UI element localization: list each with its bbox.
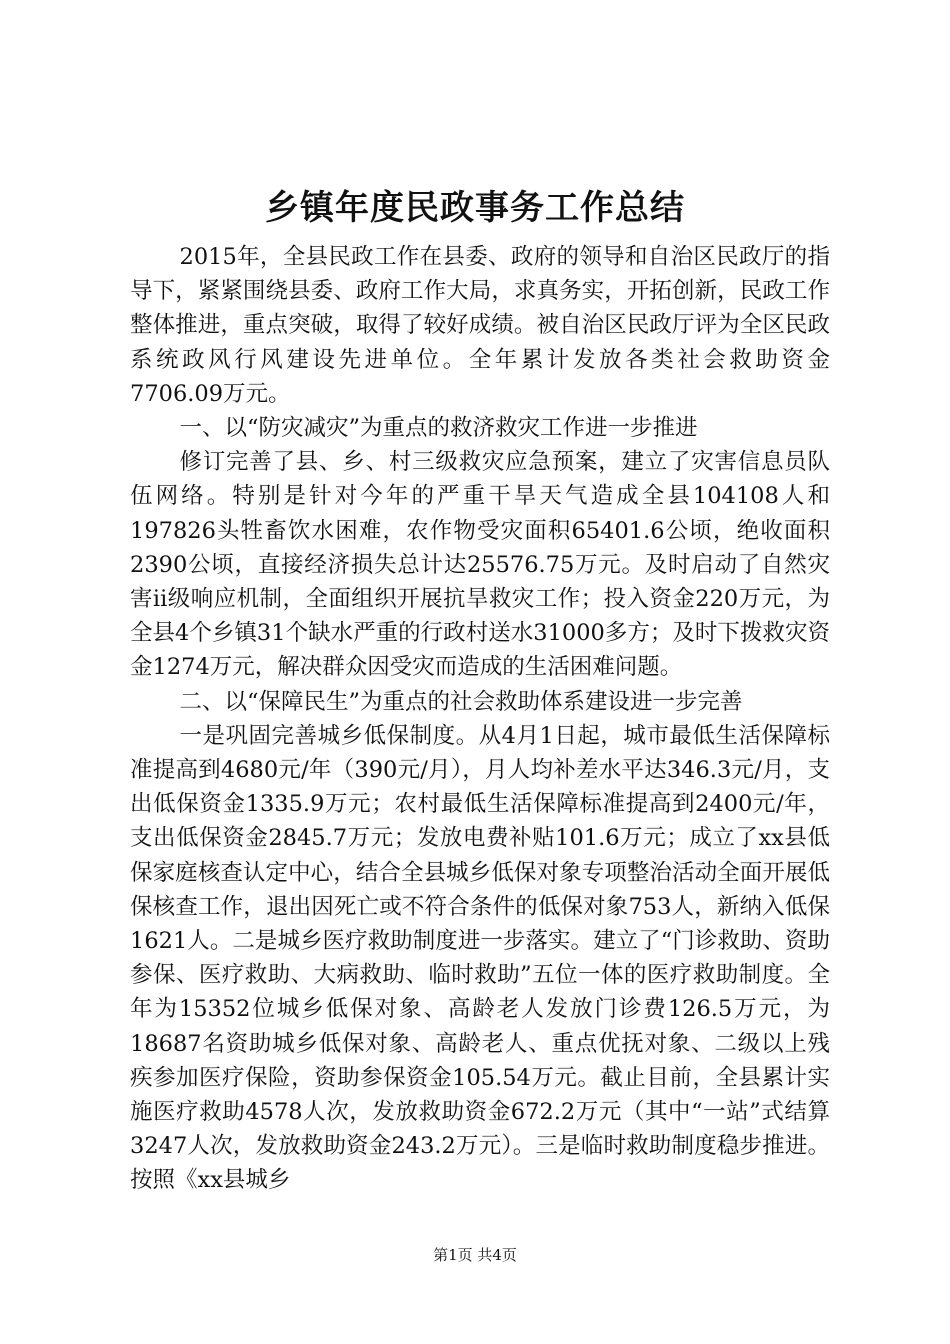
document-body [130,240,830,1198]
paragraph-disaster-relief: 修订完善了县、乡、村三级救灾应急预案，建立了灾害信息员队伍网络。特别是针对今年的严重干旱天气造成全县104108人和197826头牲畜饮水困难，农作物受灾面积65401.6公顷，绝收面积2390公顷，直接经济损失总计达25576.75万元。及时启动了自然灾害ii级响应机制，全面组织开展抗旱救灾工作；投入资金220万元，为全县4个乡镇31个缺水严重的行政村送水31000多方；及时下拨救灾资金1274万元，解决群众因受灾而造成的生活困难问题。 [130,449,830,681]
section-heading-1: 一、以“防灾减灾”为重点的救济救灾工作进一步推进 [179,415,698,442]
section-heading-2: 二、以“保障民生”为重点的社会救助体系建设进一步完善 [179,688,743,715]
document-title: 乡镇年度民政事务工作总结 [265,188,685,228]
page-footer: 第1页 共4页 [433,1246,517,1264]
paragraph-intro: 2015年，全县民政工作在县委、政府的领导和自治区民政厅的指导下，紧紧围绕县委、政府工作大局，求真务实，开拓创新，民政工作整体推进，重点突破，取得了较好成绩。被自治区民政厅评为全区民政系统政风行风建设先进单位。全年累计发放各类社会救助资金7706.09万元。 [130,244,830,407]
paragraph-social-assistance: 一是巩固完善城乡低保制度。从4月1日起，城市最低生活保障标准提高到4680元/年（390元/月），月人均补差水平达346.3元/月，支出低保资金1335.9万元；农村最低生活保障标准提高到2400元/年，支出低保资金2845.7万元；发放电费补贴101.6万元；成立了xx县低保家庭核查认定中心，结合全县城乡低保对象专项整治活动全面开展低保核查工作，退出因死亡或不符合条件的低保对象753人，新纳入低保1621人。二是城乡医疗救助制度进一步落实。建立了“门诊救助、资助参保、医疗救助、大病救助、临时救助”五位一体的医疗救助制度。全年为15352位城乡低保对象、高龄老人发放门诊费126.5万元，为18687名资助城乡低保对象、高龄老人、重点优抚对象、二级以上残疾参加医疗保险，资助参保资金105.54万元。截止目前，全县累计实施医疗救助4578人次，发放救助资金672.2万元（其中“一站”式结算3247人次，发放救助资金243.2万元）。三是临时救助制度稳步推进。按照《xx县城乡 [130,722,830,1194]
